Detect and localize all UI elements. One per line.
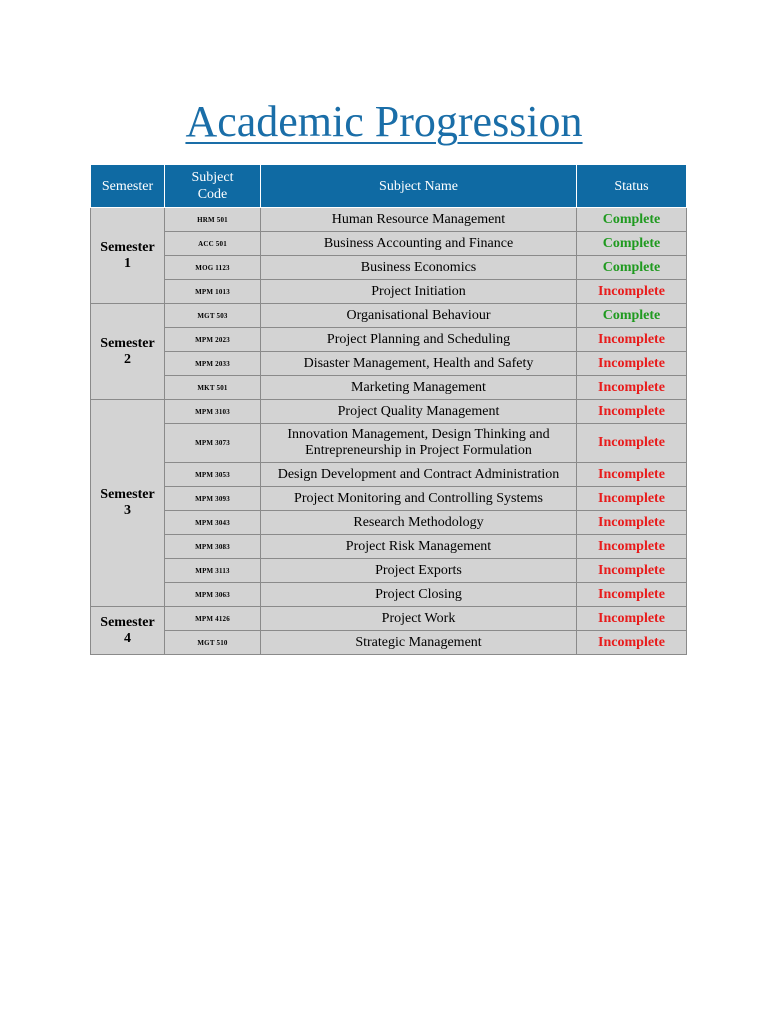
subject-name: Marketing Management xyxy=(261,376,577,400)
subject-code: MPM 1013 xyxy=(165,280,261,304)
header-status: Status xyxy=(577,165,687,208)
status-badge: Incomplete xyxy=(577,376,687,400)
semester-number: 2 xyxy=(124,351,131,367)
subject-name: Project Planning and Scheduling xyxy=(261,328,577,352)
subject-name: Disaster Management, Health and Safety xyxy=(261,352,577,376)
subject-name: Strategic Management xyxy=(261,631,577,655)
status-badge: Complete xyxy=(577,232,687,256)
table-row xyxy=(91,352,687,376)
table-row xyxy=(91,463,687,487)
subject-code: HRM 501 xyxy=(165,208,261,232)
table-row xyxy=(91,607,687,631)
header-subject-code xyxy=(165,165,261,208)
table-row xyxy=(91,376,687,400)
subject-code: MOG 1123 xyxy=(165,256,261,280)
semester-label: Semester xyxy=(100,335,155,351)
semester-number: 4 xyxy=(124,630,131,646)
table-row xyxy=(91,280,687,304)
semester-cell-2 xyxy=(91,304,165,400)
subject-code: MPM 3083 xyxy=(165,535,261,559)
status-badge: Incomplete xyxy=(577,328,687,352)
status-badge: Incomplete xyxy=(577,280,687,304)
status-badge: Incomplete xyxy=(577,463,687,487)
status-badge: Complete xyxy=(577,256,687,280)
subject-name: Business Economics xyxy=(261,256,577,280)
table-row xyxy=(91,232,687,256)
table-row xyxy=(91,256,687,280)
status-badge: Incomplete xyxy=(577,559,687,583)
header-code-line2: Code xyxy=(197,187,228,202)
subject-name: Project Quality Management xyxy=(261,400,577,424)
subject-code: ACC 501 xyxy=(165,232,261,256)
subject-name: Human Resource Management xyxy=(261,208,577,232)
status-badge: Incomplete xyxy=(577,487,687,511)
progression-table xyxy=(90,164,687,655)
table-row xyxy=(91,559,687,583)
status-badge: Incomplete xyxy=(577,352,687,376)
table-row xyxy=(91,424,687,463)
semester-label: Semester xyxy=(100,239,155,255)
table-row xyxy=(91,328,687,352)
subject-code: MPM 3053 xyxy=(165,463,261,487)
table-row xyxy=(91,511,687,535)
status-badge: Incomplete xyxy=(577,400,687,424)
subject-name: Business Accounting and Finance xyxy=(261,232,577,256)
subject-code: MPM 3043 xyxy=(165,511,261,535)
semester-label: Semester xyxy=(100,614,155,630)
table-row xyxy=(91,535,687,559)
subject-name: Project Risk Management xyxy=(261,535,577,559)
subject-code: MGT 503 xyxy=(165,304,261,328)
subject-code: MPM 3063 xyxy=(165,583,261,607)
status-badge: Incomplete xyxy=(577,607,687,631)
subject-name-line2: Entrepreneurship in Project Formulation xyxy=(305,443,532,458)
header-subject-name: Subject Name xyxy=(261,165,577,208)
status-badge: Incomplete xyxy=(577,583,687,607)
subject-name: Research Methodology xyxy=(261,511,577,535)
table-row xyxy=(91,631,687,655)
status-badge: Complete xyxy=(577,304,687,328)
table-row xyxy=(91,583,687,607)
subject-name: Organisational Behaviour xyxy=(261,304,577,328)
subject-name: Project Exports xyxy=(261,559,577,583)
table-row xyxy=(91,304,687,328)
status-badge: Incomplete xyxy=(577,631,687,655)
semester-cell-4 xyxy=(91,607,165,655)
status-badge: Incomplete xyxy=(577,535,687,559)
table-header-row xyxy=(91,165,687,208)
subject-code: MPM 4126 xyxy=(165,607,261,631)
status-badge: Incomplete xyxy=(577,511,687,535)
subject-name: Design Development and Contract Administration xyxy=(261,463,577,487)
subject-code: MPM 2033 xyxy=(165,352,261,376)
subject-name-line1: Innovation Management, Design Thinking and xyxy=(287,427,550,442)
subject-name xyxy=(261,424,577,463)
semester-cell-1 xyxy=(91,208,165,304)
status-badge: Complete xyxy=(577,208,687,232)
subject-code: MPM 3073 xyxy=(165,424,261,463)
subject-code: MPM 3093 xyxy=(165,487,261,511)
subject-code: MPM 2023 xyxy=(165,328,261,352)
semester-number: 3 xyxy=(124,503,131,518)
subject-code: MGT 510 xyxy=(165,631,261,655)
table-row xyxy=(91,487,687,511)
subject-code: MPM 3103 xyxy=(165,400,261,424)
page-title: Academic Progression xyxy=(185,97,583,146)
header-code-line1: Subject xyxy=(191,170,234,185)
subject-code: MPM 3113 xyxy=(165,559,261,583)
semester-cell-3 xyxy=(91,400,165,607)
subject-code: MKT 501 xyxy=(165,376,261,400)
subject-name: Project Closing xyxy=(261,583,577,607)
table-row xyxy=(91,208,687,232)
status-badge: Incomplete xyxy=(577,424,687,463)
header-semester: Semester xyxy=(91,165,165,208)
subject-name: Project Initiation xyxy=(261,280,577,304)
subject-name: Project Work xyxy=(261,607,577,631)
semester-label: Semester xyxy=(100,487,155,502)
subject-name: Project Monitoring and Controlling Systems xyxy=(261,487,577,511)
table-row xyxy=(91,400,687,424)
semester-number: 1 xyxy=(124,255,131,271)
